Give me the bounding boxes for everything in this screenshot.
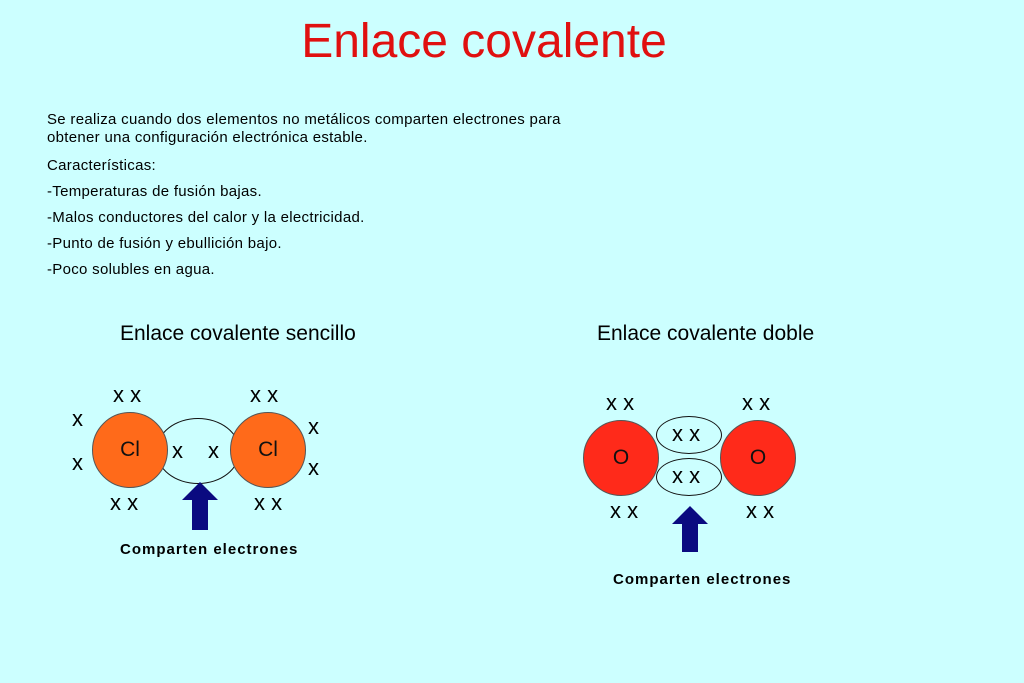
- electron-cl2-right-upper: x: [308, 414, 319, 439]
- page-title: Enlace covalente: [301, 15, 667, 68]
- double-bond-caption: Comparten electrones: [613, 571, 792, 588]
- shared-pair-upper: x x: [672, 421, 701, 446]
- characteristic-item: -Punto de fusión y ebullición bajo.: [47, 235, 282, 252]
- electron-pair-o1-bottom: x x: [610, 498, 639, 523]
- single-bond-title: Enlace covalente sencillo: [120, 322, 356, 345]
- arrow-up-icon: [182, 482, 218, 530]
- electron-pair-o2-top: x x: [742, 390, 771, 415]
- oxygen-atom-left: O: [583, 420, 659, 496]
- electron-cl2-right-lower: x: [308, 455, 319, 480]
- oxygen-atom-right: O: [720, 420, 796, 496]
- intro-text: [47, 111, 747, 147]
- chlorine-atom-right: Cl: [230, 412, 306, 488]
- electron-cl1-left-lower: x: [72, 450, 83, 475]
- characteristics-heading: Características:: [47, 157, 156, 174]
- double-bond-title: Enlace covalente doble: [597, 322, 815, 345]
- characteristic-item: -Temperaturas de fusión bajas.: [47, 183, 262, 200]
- single-bond-caption: Comparten electrones: [120, 541, 299, 558]
- chlorine-atom-left: Cl: [92, 412, 168, 488]
- intro-line-1: Se realiza cuando dos elementos no metálicos comparten electrones para: [47, 111, 561, 128]
- electron-pair-cl1-top: x x: [113, 382, 142, 407]
- shared-electrons-ring: [156, 418, 240, 484]
- electron-cl1-left-upper: x: [72, 406, 83, 431]
- arrow-up-icon: [672, 506, 708, 552]
- shared-electron-right: x: [208, 438, 219, 463]
- electron-pair-o1-top: x x: [606, 390, 635, 415]
- shared-electron-left: x: [172, 438, 183, 463]
- shared-pair-lower: x x: [672, 463, 701, 488]
- electron-pair-o2-bottom: x x: [746, 498, 775, 523]
- electron-pair-cl2-top: x x: [250, 382, 279, 407]
- electron-pair-cl1-bottom: x x: [110, 490, 139, 515]
- characteristic-item: -Malos conductores del calor y la electricidad.: [47, 209, 365, 226]
- characteristics-list: [47, 157, 365, 287]
- characteristic-item: -Poco solubles en agua.: [47, 261, 215, 278]
- intro-line-2: obtener una configuración electrónica estable.: [47, 129, 368, 146]
- electron-pair-cl2-bottom: x x: [254, 490, 283, 515]
